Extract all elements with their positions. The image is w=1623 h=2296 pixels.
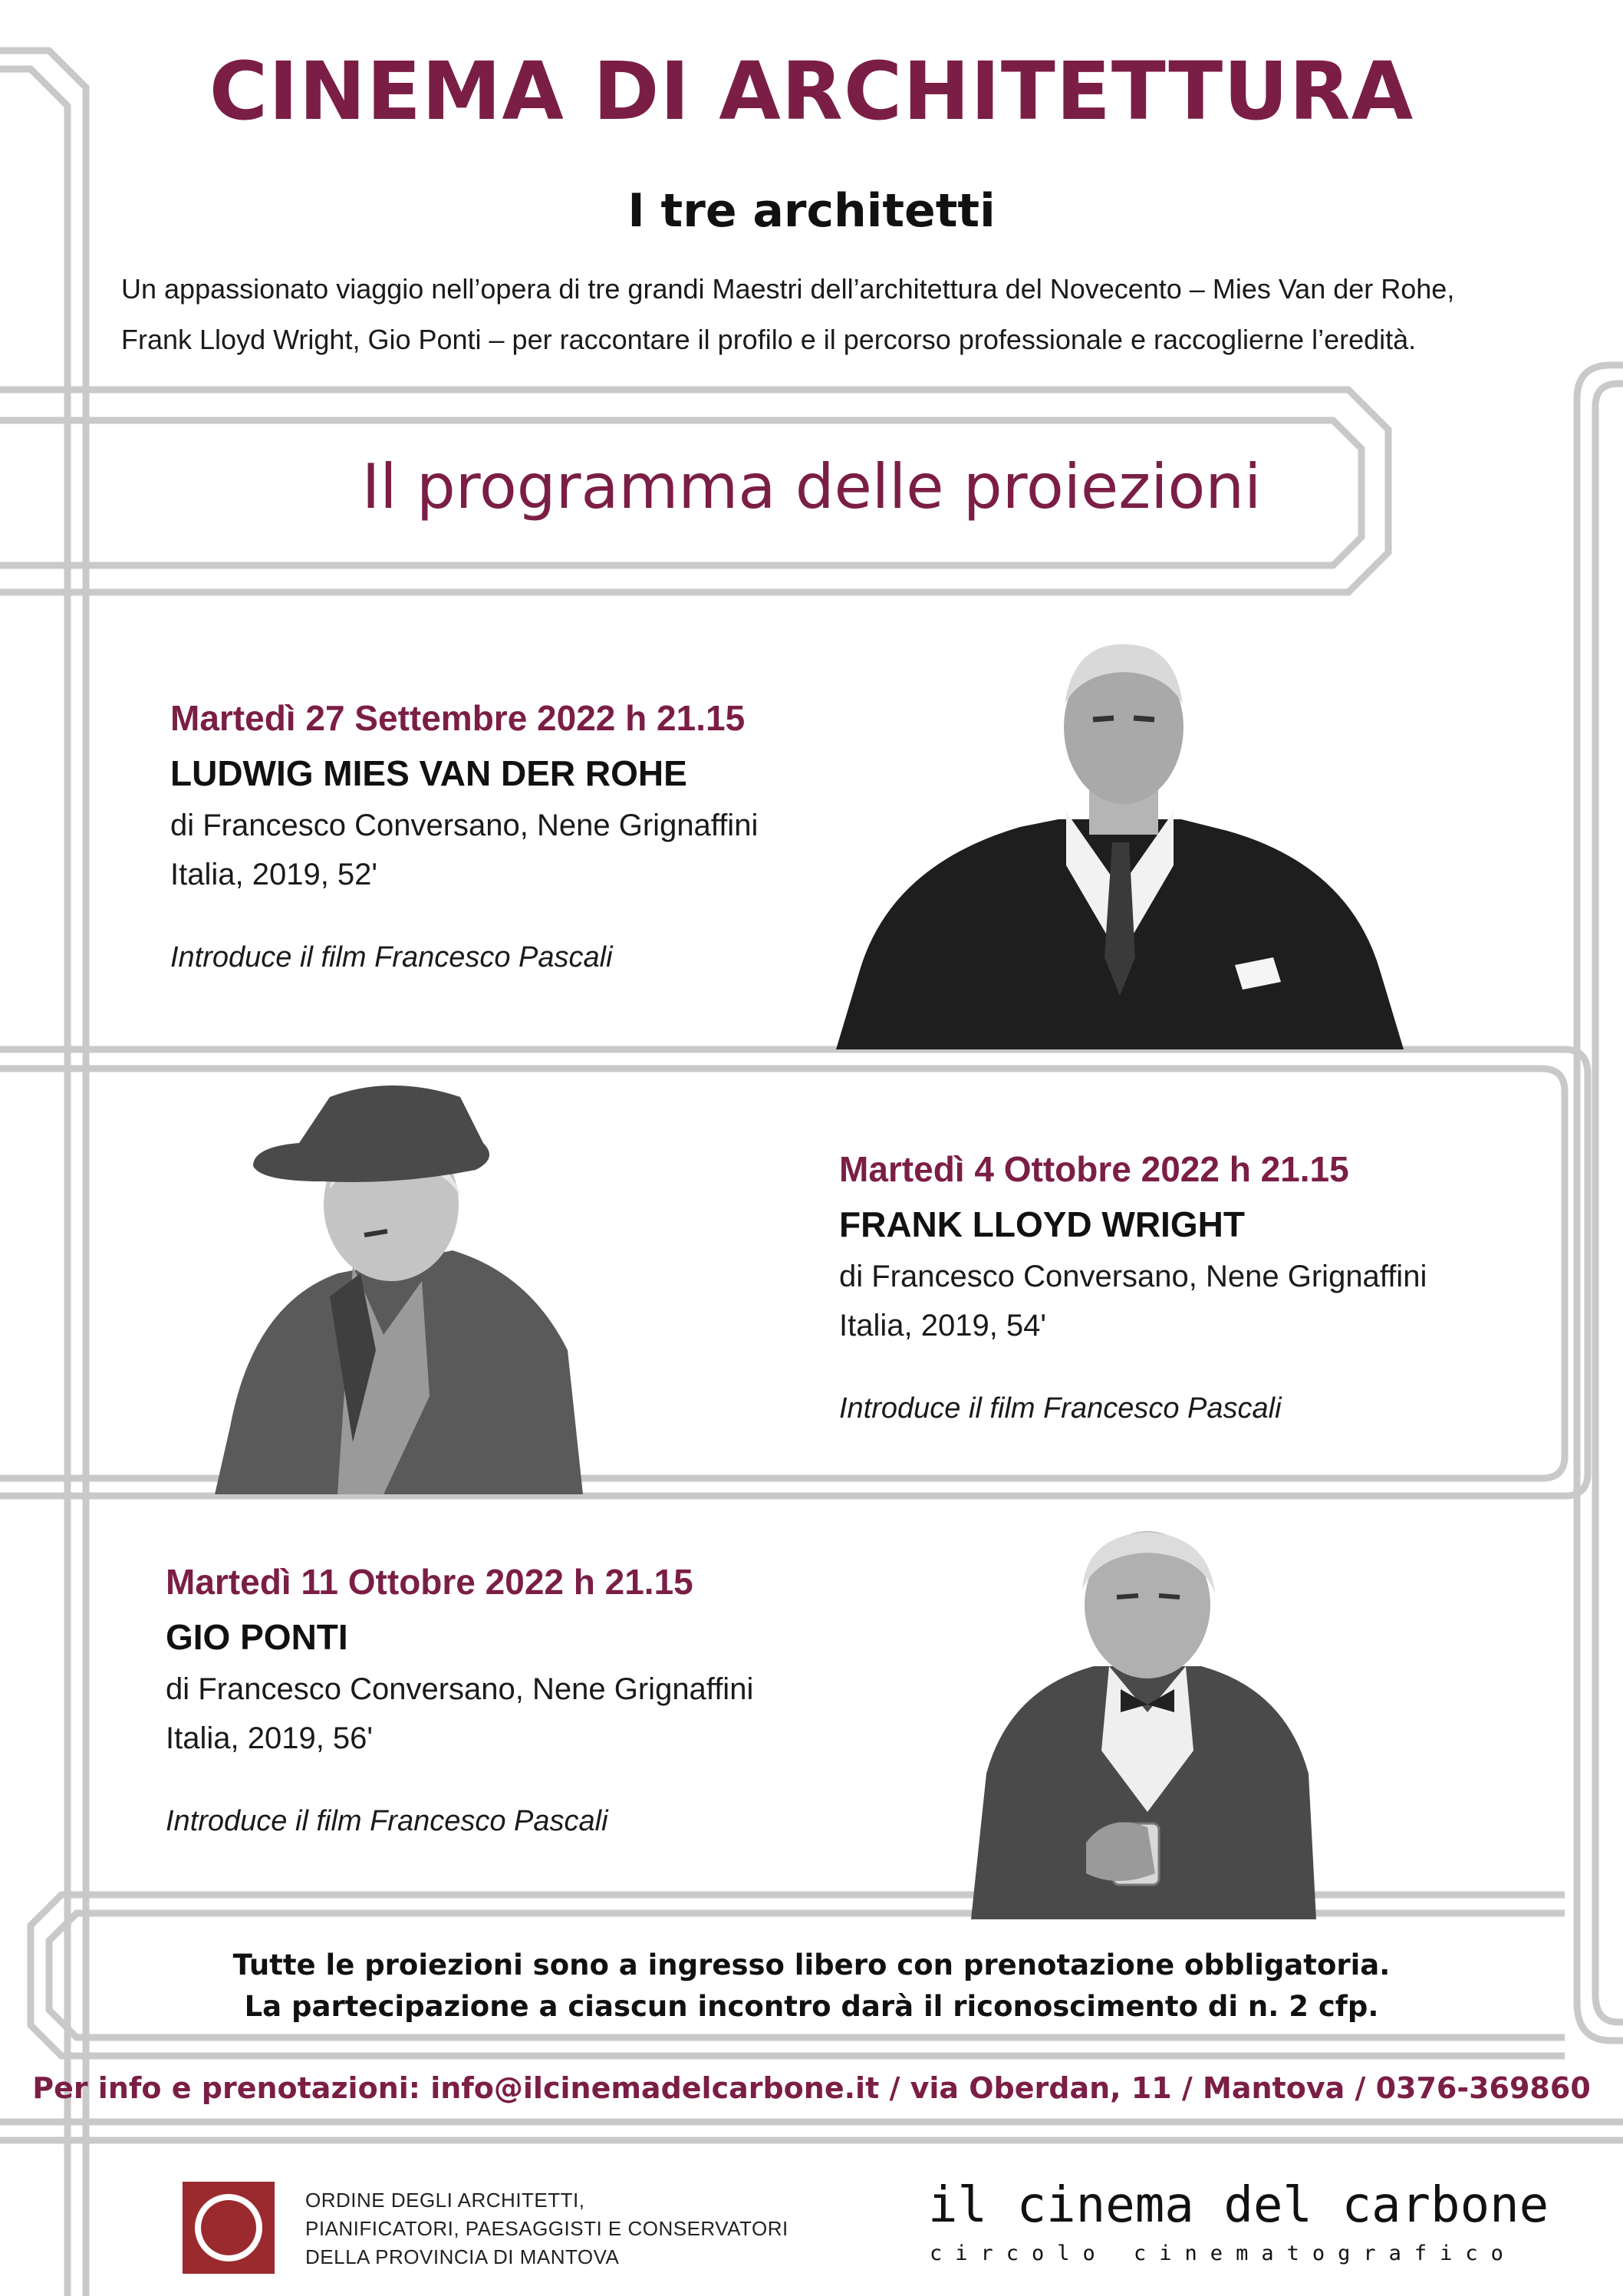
cinema-del-carbone-tagline: circolo cinematografico xyxy=(930,2242,1516,2265)
architects-order-logo-icon xyxy=(183,2182,275,2274)
order-line-1: ORDINE DEGLI ARCHITETTI, xyxy=(305,2189,585,2212)
event-title: CINEMA DI ARCHITETTURA xyxy=(209,44,1414,138)
screening-date: Martedì 4 Ottobre 2022 h 21.15 xyxy=(839,1149,1349,1189)
screening-1 xyxy=(170,690,758,974)
portrait-gio-ponti xyxy=(971,1520,1324,1919)
screening-date: Martedì 11 Ottobre 2022 h 21.15 xyxy=(166,1562,693,1602)
screening-title: LUDWIG MIES VAN DER ROHE xyxy=(170,753,687,793)
screening-directors: di Francesco Conversano, Nene Grignaffini xyxy=(170,809,759,842)
screening-directors: di Francesco Conversano, Nene Grignaffini xyxy=(839,1260,1427,1293)
screening-info: Italia, 2019, 56' xyxy=(166,1721,374,1755)
architects-order-name xyxy=(305,2186,788,2271)
screening-info: Italia, 2019, 54' xyxy=(839,1309,1047,1342)
event-subtitle: I tre architetti xyxy=(627,184,996,238)
screening-introducer: Introduce il film Francesco Pascali xyxy=(839,1392,1282,1425)
program-heading: Il programma delle proiezioni xyxy=(361,451,1262,522)
screening-title: GIO PONTI xyxy=(166,1617,348,1657)
portrait-frank-lloyd-wright xyxy=(207,1074,606,1494)
contact-info: Per info e prenotazioni: info@ilcinemadelcarbone.it / via Oberdan, 11 / Mantova / 0376-369860 xyxy=(32,2071,1591,2105)
screening-title: FRANK LLOYD WRIGHT xyxy=(839,1204,1245,1244)
portrait-mies-van-der-rohe xyxy=(828,635,1411,1049)
screening-directors: di Francesco Conversano, Nene Grignaffini xyxy=(166,1672,754,1706)
event-description xyxy=(121,264,1563,365)
cinema-del-carbone-logo: il cinema del carbone xyxy=(928,2177,1549,2234)
description-line-1: Un appassionato viaggio nell’opera di tre grandi Maestri dell’architettura del Novecento – Mies Van der Rohe, xyxy=(121,273,1455,305)
screening-introducer: Introduce il film Francesco Pascali xyxy=(170,941,613,973)
credits-note: La partecipazione a ciascun incontro darà il riconoscimento di n. 2 cfp. xyxy=(244,1990,1379,2023)
screening-3 xyxy=(166,1554,753,1838)
order-line-2: PIANIFICATORI, PAESAGGISTI E CONSERVATORI xyxy=(305,2217,788,2240)
description-line-2: Frank Lloyd Wright, Gio Ponti – per raccontare il profilo e il percorso professionale e raccoglierne l’eredità. xyxy=(121,324,1417,355)
order-line-3: DELLA PROVINCIA DI MANTOVA xyxy=(305,2245,620,2268)
screening-info: Italia, 2019, 52' xyxy=(170,858,378,891)
free-entry-note: Tutte le proiezioni sono a ingresso libero con prenotazione obbligatoria. xyxy=(232,1948,1391,1981)
screening-2 xyxy=(839,1141,1427,1425)
screening-date: Martedì 27 Settembre 2022 h 21.15 xyxy=(170,698,746,738)
screening-introducer: Introduce il film Francesco Pascali xyxy=(166,1805,608,1837)
